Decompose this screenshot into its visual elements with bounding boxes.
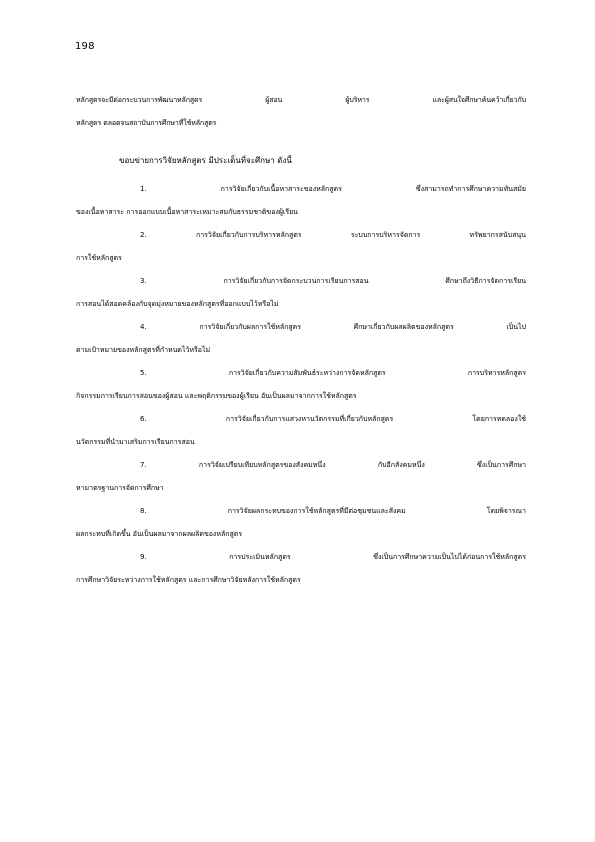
scope-heading: ขอบข่ายการวิจัยหลักสูตร มีประเด็นที่จะศึกษา ดังนี้ <box>119 156 292 165</box>
scope-item-4 <box>76 316 526 362</box>
scope-item-line: ผลกระทบที่เกิดขึ้น อันเป็นผลมาจากผลผลิตของหลักสูตร <box>76 530 243 538</box>
intro-paragraph <box>76 89 526 135</box>
scope-item-line: นวัตกรรมที่นำมาเสริมการเรียนการสอน <box>76 438 195 446</box>
page-number: 198 <box>75 41 95 52</box>
scope-item-line: 2. การวิจัยเกี่ยวกับการบริหารหลักสูตร ระบบการบริหารจัดการ ทรัพยากรสนับสนุน <box>140 231 526 239</box>
scope-item-8 <box>76 500 526 546</box>
scope-item-line: 8. การวิจัยผลกระทบของการใช้หลักสูตรที่มีต่อชุมชนและสังคม โดยพิจารณา <box>140 507 526 515</box>
scope-item-2 <box>76 224 526 270</box>
scope-item-line: 3. การวิจัยเกี่ยวกับการจัดกระบวนการเรียนการสอน ศึกษาถึงวิธีการจัดการเรียน <box>140 277 526 285</box>
scope-item-line: การใช้หลักสูตร <box>76 254 122 262</box>
scope-item-line: 6. การวิจัยเกี่ยวกับการแสวงหานวัตกรรมที่เกี่ยวกับหลักสูตร โดยการทดลองใช้ <box>140 415 526 423</box>
scope-item-line: การสอนได้สอดคล้องกับจุดมุ่งหมายของหลักสูตรที่ออกแบบไว้หรือไม่ <box>76 300 279 308</box>
scope-item-3 <box>76 270 526 316</box>
scope-item-line: 9. การประเมินหลักสูตร ซึ่งเป็นการศึกษาความเป็นไปได้ก่อนการใช้หลักสูตร <box>140 553 526 561</box>
scope-item-1 <box>76 178 526 224</box>
scope-item-5 <box>76 362 526 408</box>
scope-item-6 <box>76 408 526 454</box>
scope-item-9 <box>76 546 526 592</box>
scope-item-line: การศึกษาวิจัยระหว่างการใช้หลักสูตร และการศึกษาวิจัยหลังการใช้หลักสูตร <box>76 576 301 584</box>
scope-item-line: ของเนื้อหาสาระ การออกแบบเนื้อหาสาระเหมาะสมกับธรรมชาติของผู้เรียน <box>76 208 298 216</box>
scope-item-7 <box>76 454 526 500</box>
scope-list <box>76 178 526 592</box>
scope-item-line: 1. การวิจัยเกี่ยวกับเนื้อหาสาระของหลักสูตร ซึ่งสามารถทำการศึกษาความทันสมัย <box>140 185 526 193</box>
scope-item-line: หามาตรฐานการจัดการศึกษา <box>76 484 164 492</box>
scope-item-line: ตามเป้าหมายของหลักสูตรที่กำหนดไว้หรือไม่ <box>76 346 211 354</box>
scope-item-line: กิจกรรมการเรียนการสอนของผู้สอน และพฤติกรรมของผู้เรียน อันเป็นผลมาจากการใช้หลักสูตร <box>76 392 357 400</box>
intro-line: หลักสูตรจะมีต่อกระบวนการพัฒนาหลักสูตร ผู้สอน ผู้บริหาร และผู้สนใจศึกษาค้นคว้าเกี่ยวกับ <box>76 96 526 104</box>
scope-item-line: 5. การวิจัยเกี่ยวกับความสัมพันธ์ระหว่างการจัดหลักสูตร การบริหารหลักสูตร <box>140 369 526 377</box>
scope-item-line: 4. การวิจัยเกี่ยวกับผลการใช้หลักสูตร ศึกษาเกี่ยวกับผลผลิตของหลักสูตร เป็นไป <box>140 323 526 331</box>
intro-line: หลักสูตร ตลอดจนสถาบันการศึกษาที่ใช้หลักสูตร <box>76 119 217 127</box>
scope-item-line: 7. การวิจัยเปรียบเทียบหลักสูตรของสังคมหนึ่ง กับอีกสังคมหนึ่ง ซึ่งเป็นการศึกษา <box>140 461 526 469</box>
